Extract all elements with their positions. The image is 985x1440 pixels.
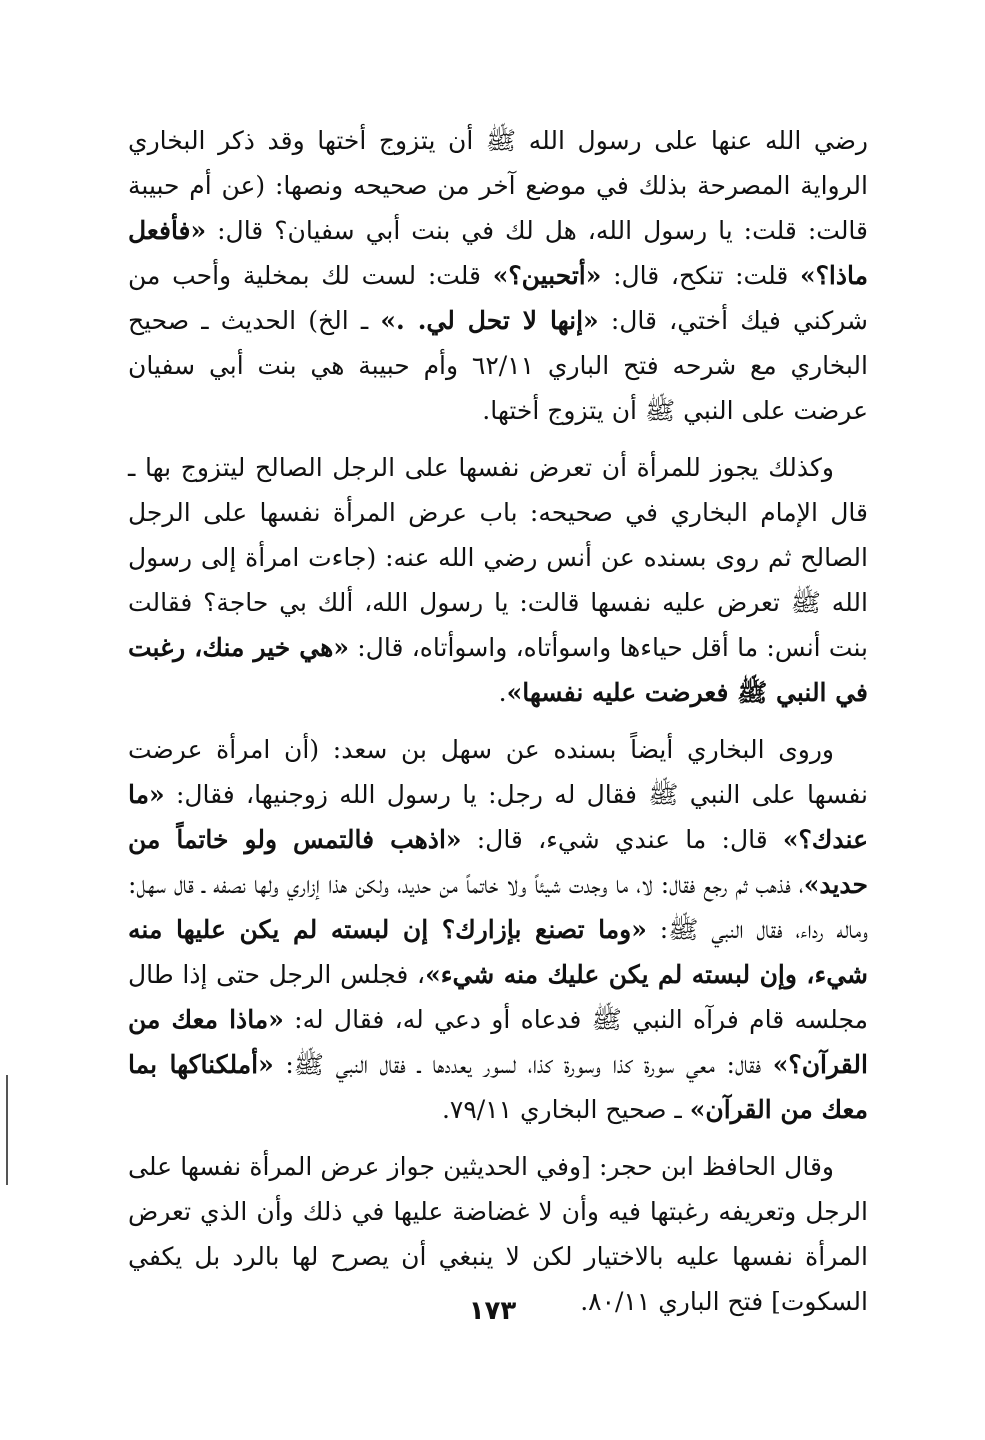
text-run: قال: ما عندي شيء، قال: xyxy=(461,825,783,854)
paragraph xyxy=(128,445,868,715)
text-run: فقال: معي سورة كذا وسورة كذا، لسور يعددها ـ فقال النبي ﷺ: xyxy=(273,1050,773,1079)
scan-edge-mark xyxy=(6,1075,8,1185)
text-run: قلت: تنكح، قال: xyxy=(601,261,801,290)
paragraph xyxy=(128,727,868,1132)
text-run: وقال الحافظ ابن حجر: [وفي الحديثين جواز عرض المرأة نفسها على الرجل وتعريفه رغبتها فيه وأن لا غضاضة عليها في ذلك وأن الذي تعرض المرأة نفسها عليه بالاختيار لكن لا ينبغي أن يصرح لها بالرد بل يكفي السكوت] فتح الباري ٨٠/١١. xyxy=(128,1152,868,1316)
bold-quote: «وما تصنع بإزارك؟ إن لبسته لم يكن عليها منه شيء، وإن لبسته لم يكن عليك منه شيء» xyxy=(128,915,869,989)
body-text xyxy=(128,118,868,1336)
bold-quote: «ماذا معك من القرآن؟» xyxy=(128,1005,868,1079)
text-run: ـ صحيح البخاري ٧٩/١١. xyxy=(441,1095,690,1124)
bold-quote: «فأفعل ماذا؟» xyxy=(128,216,868,290)
bold-quote: «هي خير منك، رغبت في النبي ﷺ فعرضت عليه نفسها» xyxy=(128,633,868,707)
text-run: وكذلك يجوز للمرأة أن تعرض نفسها على الرجل الصالح ليتزوج بها ـ قال الإمام البخاري في صحيحه: باب عرض المرأة نفسها على الرجل الصالح ثم روى بسنده عن أنس رضي الله عنه: (جاءت امرأة إلى رسول الله ﷺ تعرض عليه نفسها قالت: يا رسول الله، ألك بي حاجة؟ فقالت بنت أنس: ما أقل حياءها واسوأتاه، واسوأتاه، قال: xyxy=(128,453,868,662)
text-run: ـ الخ) الحديث ـ صحيح البخاري مع شرحه فتح الباري ٦٢/١١ وأم حبيبة هي بنت أبي سفيان عرضت على النبي ﷺ أن يتزوج أختها. xyxy=(128,306,869,425)
bold-quote: «ما عندك؟» xyxy=(128,780,868,854)
page-number: ١٧٣ xyxy=(468,1296,517,1326)
paragraph xyxy=(128,118,868,433)
bold-quote: «أتحبين؟» xyxy=(492,261,602,290)
text-run: ، فجلس الرجل حتى إذا طال مجلسه قام فرآه النبي ﷺ فدعاه أو دعي له، فقال له: xyxy=(128,960,868,1034)
text-run: قلت: لست لك بمخلية وأحب من شركني فيك أختي، قال: xyxy=(128,261,868,335)
text-run: ، فذهب ثم رجع فقال: لا، ما وجدت شيئاً ولا خاتماً من حديد، ولكن هذا إزاري ولها نصفه ـ قال سهل: وماله رداء، فقال النبي ﷺ: xyxy=(128,870,868,944)
bold-quote: «اذهب فالتمس ولو خاتماً من حديد» xyxy=(128,825,868,899)
text-run: وروى البخاري أيضاً بسنده عن سهل بن سعد: (أن امرأة عرضت نفسها على النبي ﷺ فقال له رجل: يا رسول الله زوجنيها، فقال: xyxy=(128,735,868,809)
text-run: رضي الله عنها على رسول الله ﷺ أن يتزوج أختها وقد ذكر البخاري الرواية المصرحة بذلك في موضع آخر من صحيحه ونصها: (عن أم حبيبة قالت: قلت: يا رسول الله، هل لك في بنت أبي سفيان؟ قال: xyxy=(128,126,868,245)
text-run: . xyxy=(498,678,507,707)
bold-quote: «أملكناكها بما معك من القرآن» xyxy=(128,1050,868,1124)
bold-quote: «إنها لا تحل لي. .» xyxy=(380,306,599,335)
